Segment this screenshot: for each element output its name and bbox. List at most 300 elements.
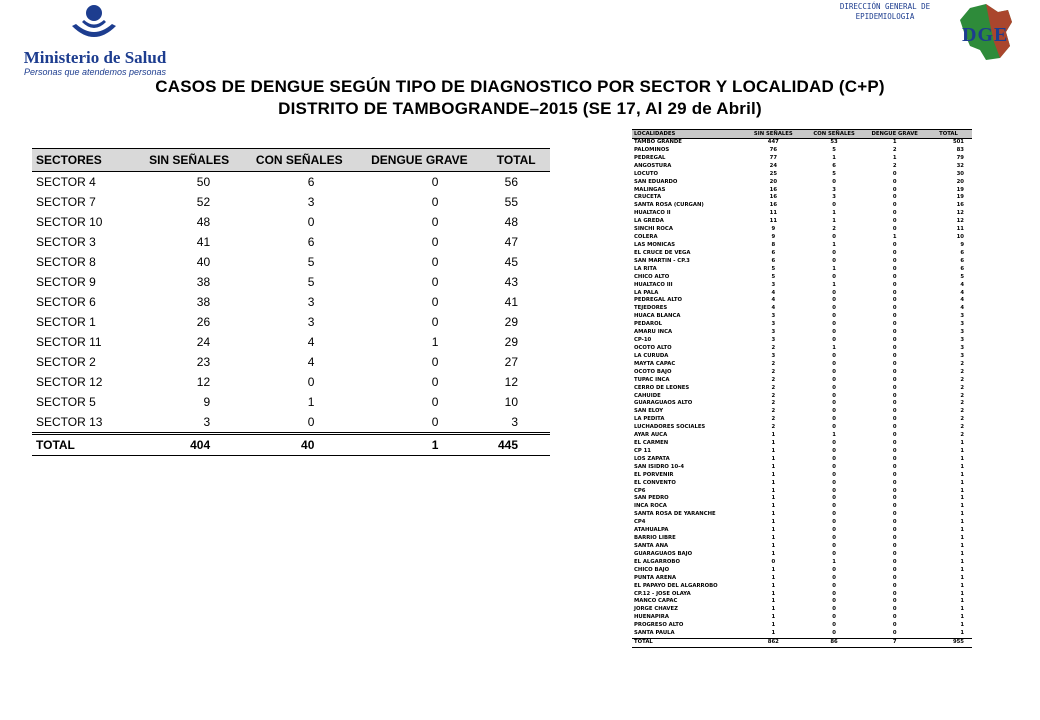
locality-name-cell: SINCHI ROCA [634, 226, 673, 233]
locality-name-cell: CP6 [634, 487, 646, 494]
value-cell: 3 [960, 321, 964, 328]
sectors-table [32, 148, 550, 456]
value-cell: 0 [892, 535, 897, 542]
value-cell: 0 [892, 329, 897, 336]
locality-name-cell: SANTA ANA [634, 543, 669, 550]
value-cell: 0 [892, 344, 897, 351]
value-cell: 0 [307, 415, 315, 429]
locality-name-cell: EL CARMEN [634, 440, 669, 447]
value-cell: 0 [431, 395, 439, 409]
value-cell: 5 [771, 265, 776, 272]
value-cell: 0 [832, 234, 836, 241]
value-cell: 1 [771, 503, 776, 510]
col-header: TOTAL [482, 149, 550, 172]
value-cell: 0 [832, 519, 836, 526]
value-cell: 3 [771, 337, 776, 344]
value-cell: 3 [960, 352, 964, 359]
value-cell: 1 [771, 432, 776, 439]
table-total-row [32, 434, 550, 456]
col-header: SECTORES [32, 149, 136, 172]
table-row [632, 194, 972, 202]
table-row [632, 361, 972, 369]
value-cell: 0 [832, 257, 836, 264]
value-cell: 45 [504, 255, 518, 269]
locality-name-cell: ATAHUALPA [634, 527, 669, 534]
value-cell: 1 [960, 543, 964, 550]
sector-name-cell: SECTOR 12 [36, 375, 103, 389]
value-cell: 50 [196, 175, 211, 189]
locality-name-cell: MALINGAS [634, 186, 666, 193]
ministry-logo [20, 4, 170, 76]
col-header: DENGUE GRAVE [356, 149, 482, 172]
table-row [632, 369, 972, 377]
value-cell: 20 [769, 178, 778, 185]
value-cell: 0 [892, 249, 897, 256]
localities-header-row [632, 130, 972, 139]
value-cell: 19 [956, 194, 964, 201]
col-header: TOTAL [925, 130, 972, 139]
table-row [632, 400, 972, 408]
value-cell: 1 [960, 527, 964, 534]
value-cell: 2 [960, 424, 964, 431]
value-cell: 0 [892, 226, 897, 233]
value-cell: 1 [892, 154, 897, 161]
value-cell: 2 [771, 416, 776, 423]
value-cell: 0 [832, 495, 836, 502]
value-cell: 3 [511, 415, 518, 429]
value-cell: 6 [960, 265, 964, 272]
table-row [632, 551, 972, 559]
value-cell: 1 [960, 519, 964, 526]
value-cell: 862 [743, 639, 804, 648]
value-cell: 0 [832, 487, 836, 494]
value-cell: 1 [771, 543, 776, 550]
value-cell: 0 [431, 215, 439, 229]
value-cell: 0 [307, 375, 315, 389]
sector-name-cell: SECTOR 1 [36, 315, 96, 329]
table-row [632, 337, 972, 345]
value-cell: 0 [892, 210, 897, 217]
value-cell: 0 [832, 368, 836, 375]
table-row [632, 424, 972, 432]
col-header: SIN SEÑALES [136, 149, 242, 172]
locality-name-cell: LA PEDITA [634, 416, 665, 423]
locality-name-cell: AMARU INCA [634, 329, 673, 336]
table-row [32, 232, 550, 252]
value-cell: 2 [771, 400, 776, 407]
locality-name-cell: LA GREDA [634, 218, 664, 225]
locality-name-cell: GUARAGUAOS ALTO [634, 400, 693, 407]
value-cell: 1 [307, 395, 315, 409]
value-cell: 0 [832, 408, 836, 415]
value-cell: 1 [771, 440, 776, 447]
value-cell: 1 [960, 582, 964, 589]
value-cell: 0 [892, 463, 897, 470]
value-cell: 1 [771, 630, 776, 637]
value-cell: 8 [771, 241, 776, 248]
table-row [32, 392, 550, 412]
table-row [632, 575, 972, 583]
value-cell: 0 [431, 375, 439, 389]
value-cell: 6 [307, 175, 315, 189]
value-cell: 40 [196, 255, 211, 269]
value-cell: 0 [832, 440, 836, 447]
value-cell: 0 [892, 630, 897, 637]
value-cell: 1 [771, 527, 776, 534]
col-header: LOCALIDADES [632, 130, 743, 139]
value-cell: 1 [960, 503, 964, 510]
value-cell: 2 [771, 392, 776, 399]
table-row [632, 527, 972, 535]
table-row [632, 583, 972, 591]
value-cell: 1 [832, 218, 836, 225]
ministry-slogan: Personas que atendemos personas [23, 67, 167, 77]
value-cell: 1 [960, 455, 964, 462]
table-row [632, 187, 972, 195]
value-cell: 0 [892, 424, 897, 431]
value-cell: 0 [892, 305, 897, 312]
value-cell: 0 [832, 455, 836, 462]
value-cell: 5 [307, 275, 315, 289]
value-cell: 1 [960, 566, 964, 573]
value-cell: 0 [892, 503, 897, 510]
value-cell: 41 [196, 235, 211, 249]
value-cell: 0 [832, 329, 836, 336]
value-cell: 2 [771, 368, 776, 375]
sector-name-cell: SECTOR 9 [36, 275, 96, 289]
value-cell: 2 [892, 162, 897, 169]
value-cell: 0 [431, 235, 439, 249]
value-cell: 5 [960, 273, 964, 280]
value-cell: 27 [504, 355, 518, 369]
value-cell: 0 [892, 440, 897, 447]
value-cell: 0 [892, 202, 897, 209]
value-cell: 26 [196, 315, 211, 329]
locality-name-cell: EL PAPAYO DEL ALGARROBO [634, 582, 718, 589]
value-cell: 0 [892, 543, 897, 550]
value-cell: 1 [771, 471, 776, 478]
locality-name-cell: OCOTO ALTO [634, 344, 672, 351]
value-cell: 2 [960, 408, 964, 415]
value-cell: 9 [203, 395, 211, 409]
value-cell: 38 [196, 295, 211, 309]
value-cell: 6 [960, 257, 964, 264]
value-cell: 1 [771, 455, 776, 462]
value-cell: 4 [960, 305, 964, 312]
value-cell: 1 [356, 434, 482, 456]
value-cell: 2 [771, 424, 776, 431]
value-cell: 2 [960, 376, 964, 383]
table-row [632, 480, 972, 488]
value-cell: 4 [960, 289, 964, 296]
table-row [632, 511, 972, 519]
value-cell: 0 [832, 550, 836, 557]
locality-name-cell: LA RITA [634, 265, 657, 272]
value-cell: 2 [892, 146, 897, 153]
sector-name-cell: SECTOR 2 [36, 355, 96, 369]
value-cell: 0 [431, 275, 439, 289]
value-cell: 20 [956, 178, 964, 185]
value-cell: 1 [431, 335, 439, 349]
value-cell: 0 [892, 519, 897, 526]
locality-name-cell: TUPAC INCA [634, 376, 670, 383]
value-cell: 1 [771, 550, 776, 557]
value-cell: 1 [960, 574, 964, 581]
table-row [632, 606, 972, 614]
value-cell: 0 [892, 574, 897, 581]
value-cell: 0 [832, 566, 836, 573]
value-cell: 1 [832, 344, 836, 351]
table-row [632, 393, 972, 401]
value-cell: 0 [892, 566, 897, 573]
locality-name-cell: GUARAGUAOS BAJO [634, 550, 693, 557]
value-cell: 0 [832, 289, 836, 296]
value-cell: 3 [771, 313, 776, 320]
value-cell: 0 [832, 321, 836, 328]
table-row [632, 543, 972, 551]
table-row [32, 352, 550, 372]
table-row [32, 252, 550, 272]
value-cell: 3 [203, 415, 211, 429]
value-cell: 48 [504, 215, 518, 229]
locality-name-cell: CHICO ALTO [634, 273, 670, 280]
value-cell: 0 [832, 511, 836, 518]
locality-name-cell: TAMBO GRANDE [634, 139, 682, 145]
table-row [632, 274, 972, 282]
locality-name-cell: SAN ELOY [634, 408, 664, 415]
table-row [632, 408, 972, 416]
value-cell: 5 [832, 170, 836, 177]
value-cell: 0 [832, 574, 836, 581]
value-cell: 1 [960, 606, 964, 613]
locality-name-cell: CP4 [634, 519, 646, 526]
value-cell: 0 [892, 360, 897, 367]
value-cell: 1 [771, 598, 776, 605]
title-line-2: DISTRITO DE TAMBOGRANDE–2015 (SE 17, Al 29 de Abril) [278, 99, 762, 118]
value-cell: 0 [892, 178, 897, 185]
value-cell: 0 [832, 305, 836, 312]
table-row [32, 312, 550, 332]
value-cell: 0 [892, 400, 897, 407]
table-row [632, 345, 972, 353]
value-cell: 29 [504, 335, 518, 349]
value-cell: 0 [892, 313, 897, 320]
localities-table [632, 129, 972, 648]
value-cell: 1 [771, 487, 776, 494]
locality-name-cell: HUACA BLANCA [634, 313, 681, 320]
value-cell: 23 [196, 355, 211, 369]
locality-name-cell: ANGOSTURA [634, 162, 672, 169]
value-cell: 5 [307, 255, 315, 269]
sector-name-cell: SECTOR 7 [36, 195, 96, 209]
value-cell: 6 [771, 257, 776, 264]
value-cell: 9 [771, 234, 776, 241]
value-cell: 1 [960, 550, 964, 557]
value-cell: 12 [504, 375, 518, 389]
table-row [632, 503, 972, 511]
value-cell: 12 [956, 210, 964, 217]
value-cell: 24 [769, 162, 778, 169]
col-header: CON SEÑALES [804, 130, 865, 139]
value-cell: 1 [771, 479, 776, 486]
value-cell: 0 [892, 392, 897, 399]
value-cell: 3 [960, 344, 964, 351]
value-cell: 0 [431, 195, 439, 209]
value-cell: 0 [832, 273, 836, 280]
value-cell: 0 [892, 352, 897, 359]
value-cell: 38 [196, 275, 211, 289]
value-cell: 0 [832, 202, 836, 209]
value-cell: 12 [956, 218, 964, 225]
locality-name-cell: HUENAPIRA [634, 614, 669, 621]
value-cell: 52 [196, 195, 211, 209]
value-cell: 0 [892, 194, 897, 201]
value-cell: 29 [504, 315, 518, 329]
value-cell: 16 [769, 202, 778, 209]
locality-name-cell: CRUCETA [634, 194, 662, 201]
value-cell: 0 [832, 447, 836, 454]
value-cell: 0 [892, 495, 897, 502]
value-cell: 1 [771, 519, 776, 526]
table-row [632, 218, 972, 226]
value-cell: 5 [832, 146, 836, 153]
value-cell: 0 [892, 416, 897, 423]
value-cell: 1 [960, 558, 964, 565]
table-row [32, 192, 550, 212]
value-cell: 2 [960, 432, 964, 439]
table-row [632, 147, 972, 155]
sector-name-cell: SECTOR 5 [36, 395, 96, 409]
value-cell: 43 [504, 275, 518, 289]
sectors-header-row [32, 149, 550, 172]
value-cell: 83 [956, 146, 964, 153]
value-cell: 1 [832, 281, 836, 288]
value-cell: 3 [307, 195, 315, 209]
locality-name-cell: SAN PEDRO [634, 495, 669, 502]
value-cell: 0 [832, 503, 836, 510]
locality-name-cell: CP-10 [634, 337, 652, 344]
value-cell: 24 [196, 335, 211, 349]
value-cell: 1 [960, 479, 964, 486]
value-cell: 0 [832, 582, 836, 589]
col-header: CON SEÑALES [242, 149, 356, 172]
locality-name-cell: CERRO DE LEONES [634, 384, 690, 391]
value-cell: 1 [832, 210, 836, 217]
value-cell: 3 [960, 329, 964, 336]
locality-name-cell: CAHUIDE [634, 392, 661, 399]
sector-name-cell: SECTOR 10 [36, 215, 103, 229]
value-cell: 0 [892, 455, 897, 462]
table-row [632, 329, 972, 337]
table-row [632, 313, 972, 321]
value-cell: 0 [431, 295, 439, 309]
value-cell: 2 [960, 392, 964, 399]
value-cell: 0 [771, 558, 776, 565]
value-cell: 3 [832, 194, 836, 201]
value-cell: 2 [771, 376, 776, 383]
table-row [632, 297, 972, 305]
value-cell: 86 [804, 639, 865, 648]
value-cell: 0 [892, 582, 897, 589]
locality-name-cell: EL CRUCE DE VEGA [634, 249, 691, 256]
sector-name-cell: SECTOR 6 [36, 295, 96, 309]
value-cell: 0 [832, 471, 836, 478]
value-cell: 56 [504, 175, 518, 189]
value-cell: 0 [892, 614, 897, 621]
dge-logo [950, 2, 1022, 64]
value-cell: 2 [771, 344, 776, 351]
value-cell: 9 [771, 226, 776, 233]
locality-name-cell: MAYTA CAPAC [634, 360, 676, 367]
value-cell: 4 [771, 289, 776, 296]
table-row [32, 272, 550, 292]
value-cell: 0 [892, 527, 897, 534]
table-row [632, 456, 972, 464]
locality-name-cell: LA CURUDA [634, 352, 669, 359]
person-icon [68, 4, 120, 48]
table-row [32, 372, 550, 392]
value-cell: 0 [832, 416, 836, 423]
value-cell: 0 [832, 178, 836, 185]
value-cell: 6 [960, 249, 964, 256]
locality-name-cell: EL CONVENTO [634, 479, 676, 486]
value-cell: 1 [960, 511, 964, 518]
value-cell: 0 [892, 622, 897, 629]
table-row [632, 622, 972, 630]
value-cell: 32 [956, 162, 964, 169]
dge-label: DIRECCIÓN GENERAL DE EPIDEMIOLOGIA [839, 2, 931, 21]
value-cell: 1 [960, 487, 964, 494]
col-header: SIN SEÑALES [743, 130, 804, 139]
value-cell: 1 [771, 574, 776, 581]
value-cell: 0 [832, 392, 836, 399]
locality-name-cell: LAS MONICAS [634, 241, 676, 248]
value-cell: 0 [832, 622, 836, 629]
value-cell: 12 [196, 375, 211, 389]
locality-name-cell: EL PORVENIR [634, 471, 674, 478]
locality-name-cell: EL ALGARROBO [634, 558, 680, 565]
value-cell: 0 [892, 321, 897, 328]
ministry-name: Ministerio de Salud [23, 48, 167, 67]
value-cell: 1 [771, 463, 776, 470]
locality-name-cell: SAN MARTIN - CP.3 [634, 257, 690, 264]
value-cell: 2 [771, 408, 776, 415]
table-row [632, 202, 972, 210]
value-cell: 3 [771, 352, 776, 359]
sector-name-cell: TOTAL [32, 434, 136, 456]
value-cell: 2 [771, 360, 776, 367]
value-cell: 30 [956, 170, 964, 177]
value-cell: 3 [307, 295, 315, 309]
value-cell: 9 [960, 241, 964, 248]
value-cell: 0 [892, 511, 897, 518]
value-cell: 0 [892, 297, 897, 304]
value-cell: 0 [832, 463, 836, 470]
value-cell: 1 [771, 566, 776, 573]
locality-name-cell: LOS ZAPATA [634, 455, 670, 462]
value-cell: 0 [832, 543, 836, 550]
value-cell: 2 [771, 384, 776, 391]
locality-name-cell: AYAR AUCA [634, 432, 668, 439]
sector-name-cell: SECTOR 3 [36, 235, 96, 249]
value-cell: 10 [504, 395, 518, 409]
value-cell: 4 [771, 305, 776, 312]
value-cell: 404 [136, 434, 242, 456]
page-title [0, 76, 1040, 120]
value-cell: 1 [771, 447, 776, 454]
value-cell: 2 [960, 384, 964, 391]
value-cell: 0 [431, 175, 439, 189]
